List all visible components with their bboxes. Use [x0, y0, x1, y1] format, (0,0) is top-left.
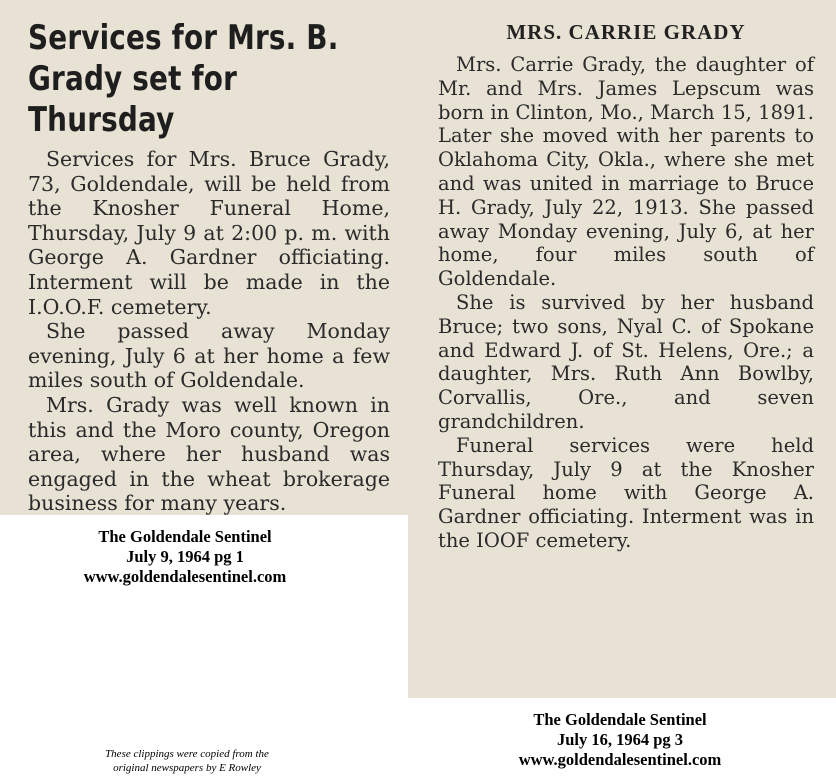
right-caption — [470, 710, 770, 770]
left-caption-date: July 9, 1964 pg 1 — [126, 547, 244, 566]
right-paragraph-2: She is survived by her husband Bruce; two sons, Nyal C. of Spokane and Edward J. of St. Helens, Ore.; a daughter, Mrs. Ruth Ann Bowlby, Corvallis, Ore., and seven grandchildren. — [438, 290, 814, 433]
left-headline-line-2: Grady set for Thursday — [28, 59, 237, 140]
right-paragraph-3: Funeral services were held Thursday, July 9 at the Knosher Funeral home with George A. Gardner officiating. Interment was in the IOOF cemetery. — [438, 433, 814, 552]
left-caption-newspaper: The Goldendale Sentinel — [98, 527, 272, 546]
right-clipping — [408, 0, 836, 698]
credit-note — [82, 747, 292, 775]
credit-line-2: original newspapers by E Rowley — [113, 762, 261, 774]
left-caption-website: www.goldendalesentinel.com — [83, 567, 287, 586]
left-headline — [28, 18, 390, 141]
left-paragraph-1: Services for Mrs. Bruce Grady, 73, Goldendale, will be held from the Knosher Funeral Home, Thursday, July 9 at 2:00 p. m. with George A. Gardner officiating. Interment will be made in the I.O.O.F. cemetery. — [28, 147, 390, 319]
credit-line-1: These clippings were copied from the — [105, 748, 269, 760]
right-heading: MRS. CARRIE GRADY — [506, 20, 746, 44]
right-caption-newspaper: The Goldendale Sentinel — [533, 710, 707, 729]
right-paragraph-1: Mrs. Carrie Grady, the daughter of Mr. and Mrs. James Lepscum was born in Clinton, Mo., March 15, 1891. Later she moved with her parents to Oklahoma City, Okla., where she met and was united in marriage to Bruce H. Grady, July 22, 1913. She passed away Monday evening, July 6, at her home, four miles south of Goldendale. — [438, 53, 814, 291]
right-caption-website: www.goldendalesentinel.com — [518, 750, 722, 769]
right-caption-date: July 16, 1964 pg 3 — [556, 730, 684, 749]
left-paragraph-2: She passed away Monday evening, July 6 at her home a few miles south of Goldendale. — [28, 319, 390, 393]
left-headline-line-1: Services for Mrs. B. — [28, 18, 339, 58]
left-paragraph-3: Mrs. Grady was well known in this and the Moro county, Oregon area, where her husband was engaged in the wheat brokerage business for many years. — [28, 392, 390, 516]
left-caption — [40, 527, 330, 587]
left-clipping — [0, 0, 408, 515]
